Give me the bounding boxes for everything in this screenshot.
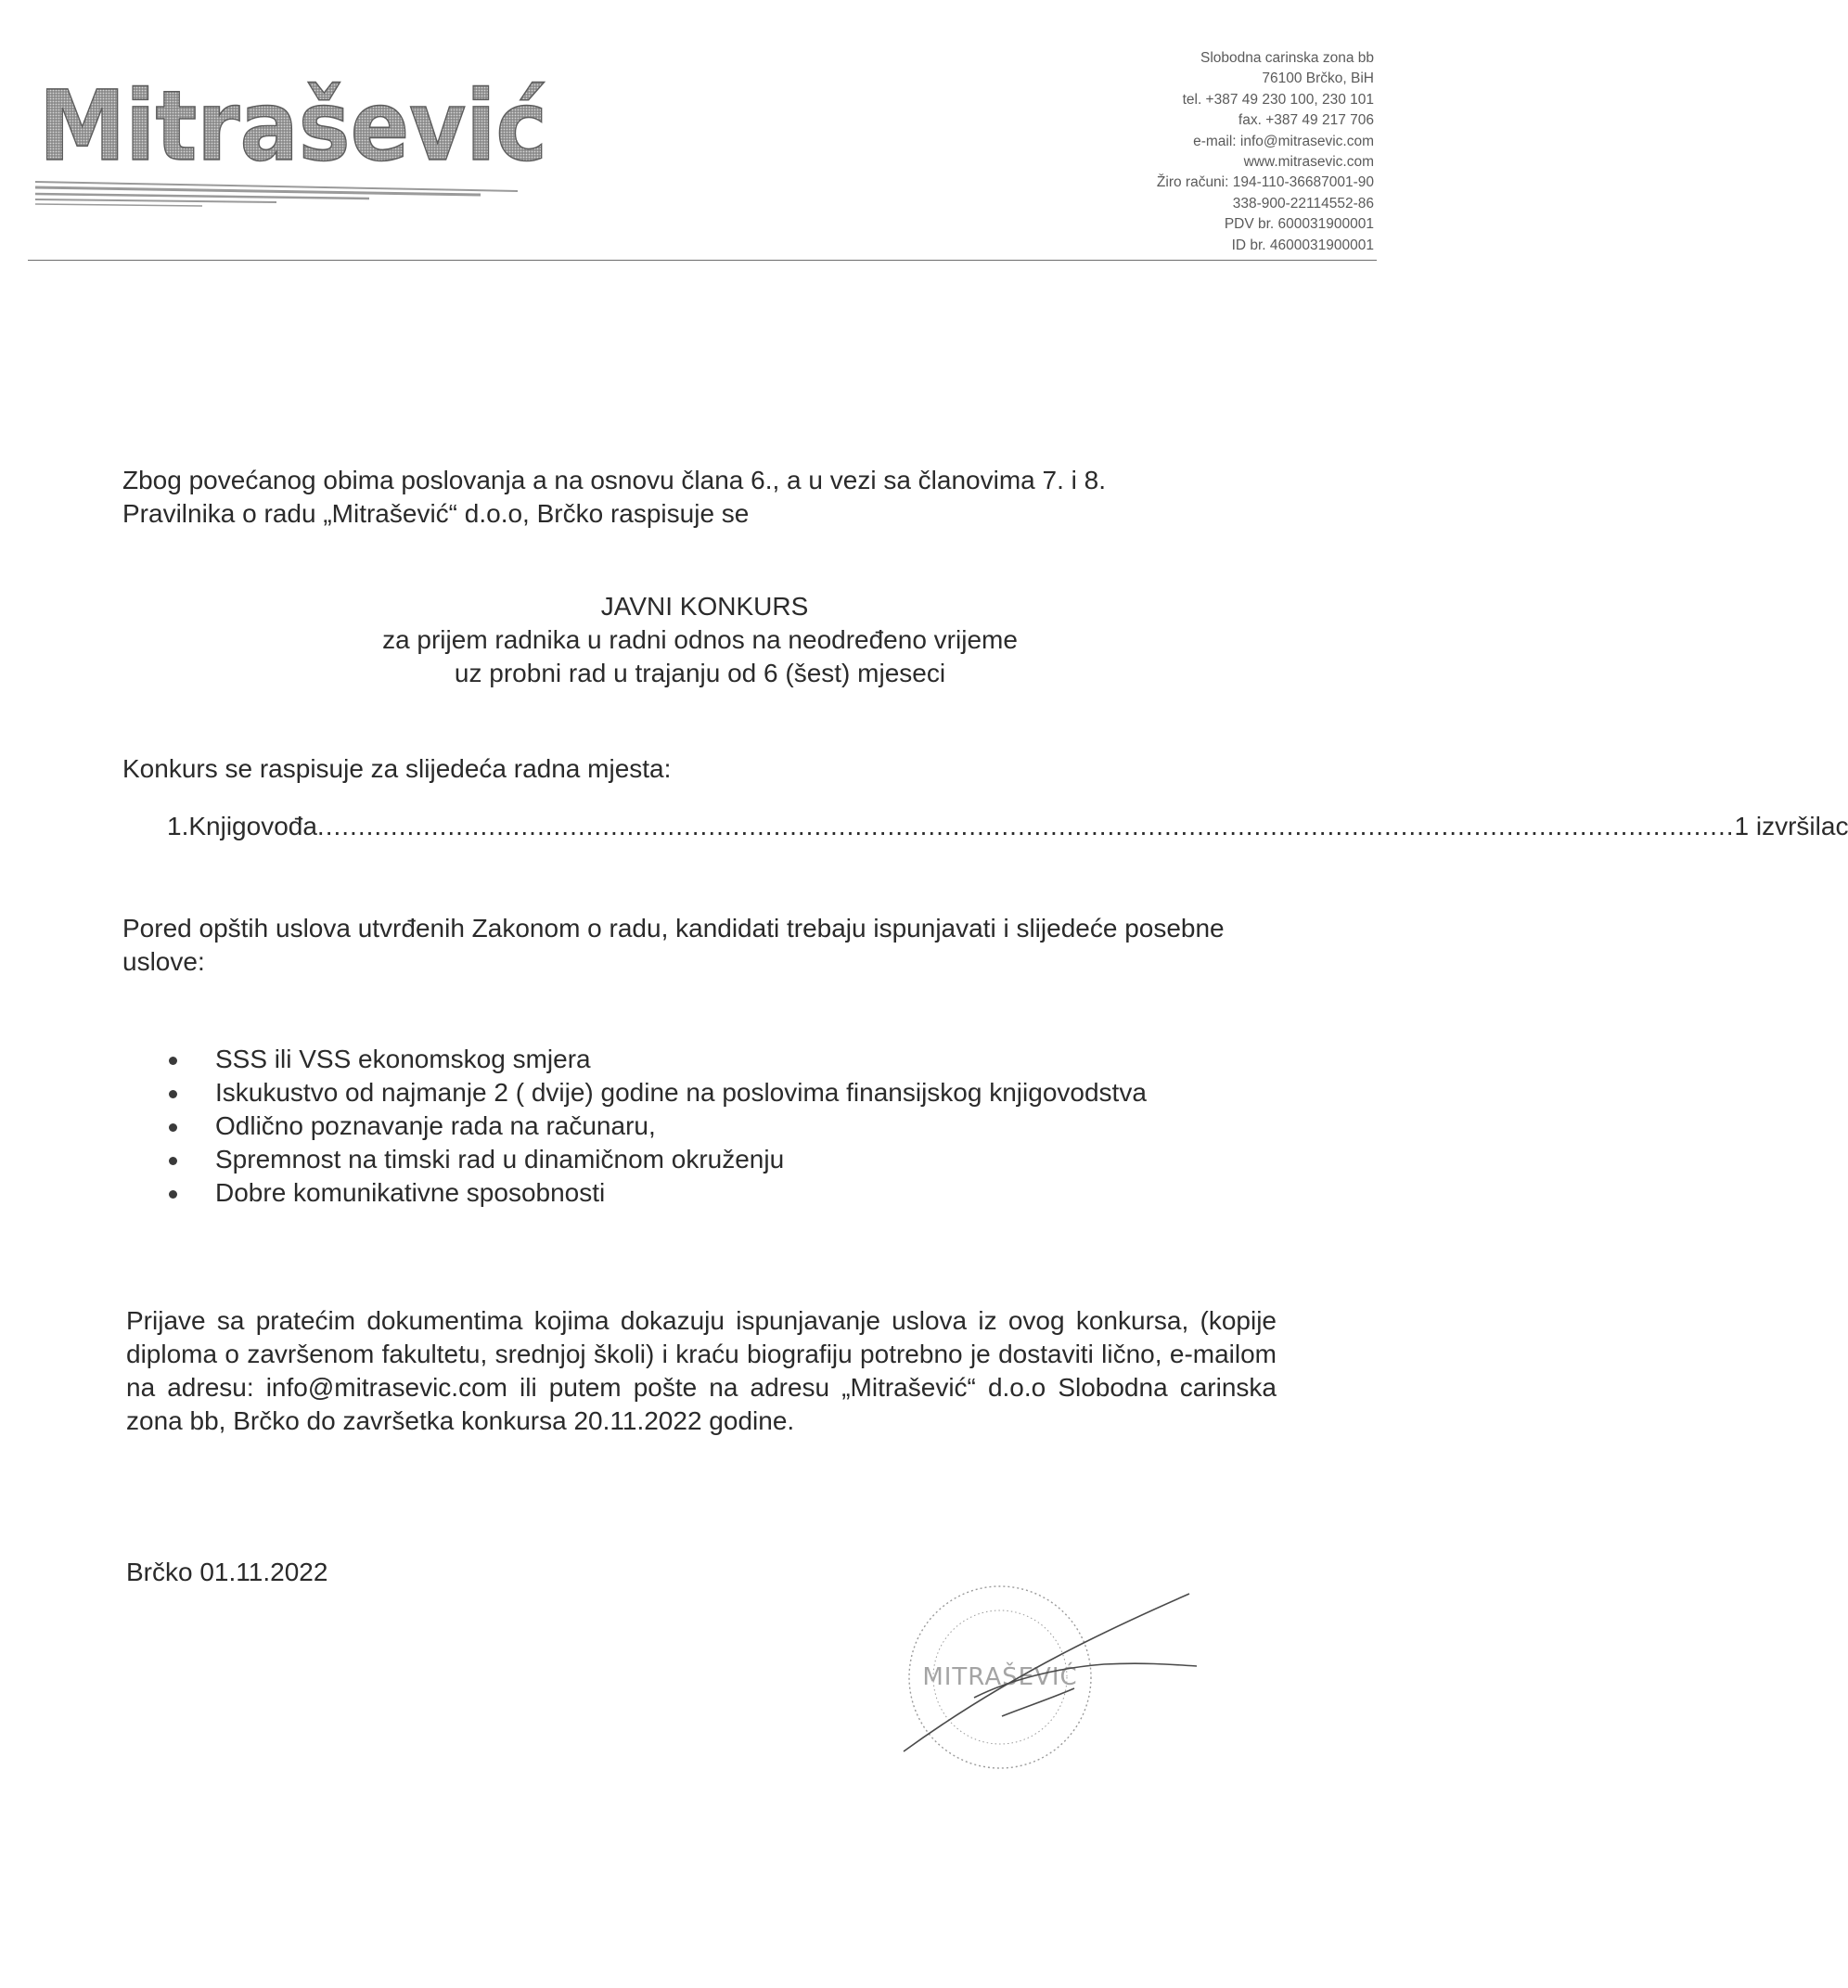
contact-bank-account-2: 338-900-22114552-86 [1232,195,1374,212]
bullet-icon [169,1190,177,1199]
contact-id-number: ID br. 4600031900001 [1231,237,1374,253]
stamp-seal [909,1586,1091,1768]
dot-leader: .............................................................................................................................................................................. [316,812,1735,840]
contact-phone: tel. +387 49 230 100, 230 101 [1182,91,1374,108]
position-item [167,810,1848,843]
position-number: 1. [167,812,189,840]
contact-address: Slobodna carinska zona bb [1200,50,1374,66]
intro-paragraph: Zbog povećanog obima poslovanja a na osnovu člana 6., a u vezi sa članovima 7. i 8. Pravilnika o radu „Mitrašević“ d.o.o, Brčko raspisuje se [122,466,1106,528]
application-instructions: Prijave sa pratećim dokumentima kojima dokazuju ispunjavanje uslova iz ovog konkursa, (kopije diploma o završenom fakultetu, srednjoj školi) i kraću biografiju potrebno je dostaviti lično, e-mailom na adresu: info@mitrasevic.com ili putem pošte na adresu „Mitrašević“ d.o.o Slobodna carinska zona bb, Brčko do završetka konkursa 20.11.2022 godine. [126,1306,1277,1435]
list-item [165,1109,1147,1143]
logo-swoosh [35,182,518,206]
contact-website: www.mitrasevic.com [1243,154,1374,171]
contact-email: e-mail: info@mitrasevic.com [1193,133,1374,149]
requirement-text: SSS ili VSS ekonomskog smjera [215,1045,591,1073]
requirement-text: Spremnost na timski rad u dinamičnom okruženju [215,1145,785,1174]
bullet-icon [169,1157,177,1165]
announcement-subtitle-2: uz probni rad u trajanju od 6 (šest) mjeseci [454,659,946,687]
requirement-text: Odlično poznavanje rada na računaru, [215,1111,656,1140]
position-count: 1 izvršilac [1734,812,1848,840]
letterhead [0,0,1400,269]
requirements-list [165,1043,1147,1210]
positions-intro: Konkurs se raspisuje za slijedeća radna mjesta: [122,754,672,783]
logo-text: Mitrašević [39,70,547,183]
list-item [165,1043,1147,1076]
company-stamp-and-signature [863,1568,1215,1781]
position-name: Knjigovođa [188,812,317,840]
company-contact-block [1157,48,1374,256]
list-item [165,1143,1147,1176]
announcement-title: JAVNI KONKURS [600,592,809,621]
list-item [165,1176,1147,1210]
bullet-icon [169,1123,177,1132]
bullet-icon [169,1090,177,1098]
list-item [165,1076,1147,1109]
announcement-subtitle-1: za prijem radnika u radni odnos na neodređeno vrijeme [382,625,1018,654]
requirement-text: Dobre komunikativne sposobnosti [215,1178,606,1207]
company-logo [35,56,555,232]
contact-fax: fax. +387 49 217 706 [1238,112,1374,129]
place-and-date: Brčko 01.11.2022 [126,1558,328,1586]
bullet-icon [169,1057,177,1065]
header-divider [28,260,1377,261]
contact-city: 76100 Brčko, BiH [1262,71,1374,87]
contact-vat-number: PDV br. 600031900001 [1224,216,1374,233]
announcement-title-block [0,590,1400,690]
stamp-text: MITRAŠEVIĆ [922,1663,1078,1691]
contact-bank-account-1: Žiro računi: 194-110-36687001-90 [1156,174,1374,191]
requirement-text: Iskukustvo od najmanje 2 ( dvije) godine na poslovima finansijskog knjigovodstva [215,1078,1147,1107]
requirements-intro: Pored opštih uslova utvrđenih Zakonom o radu, kandidati trebaju ispunjavati i slijedeće posebne uslove: [122,914,1225,976]
